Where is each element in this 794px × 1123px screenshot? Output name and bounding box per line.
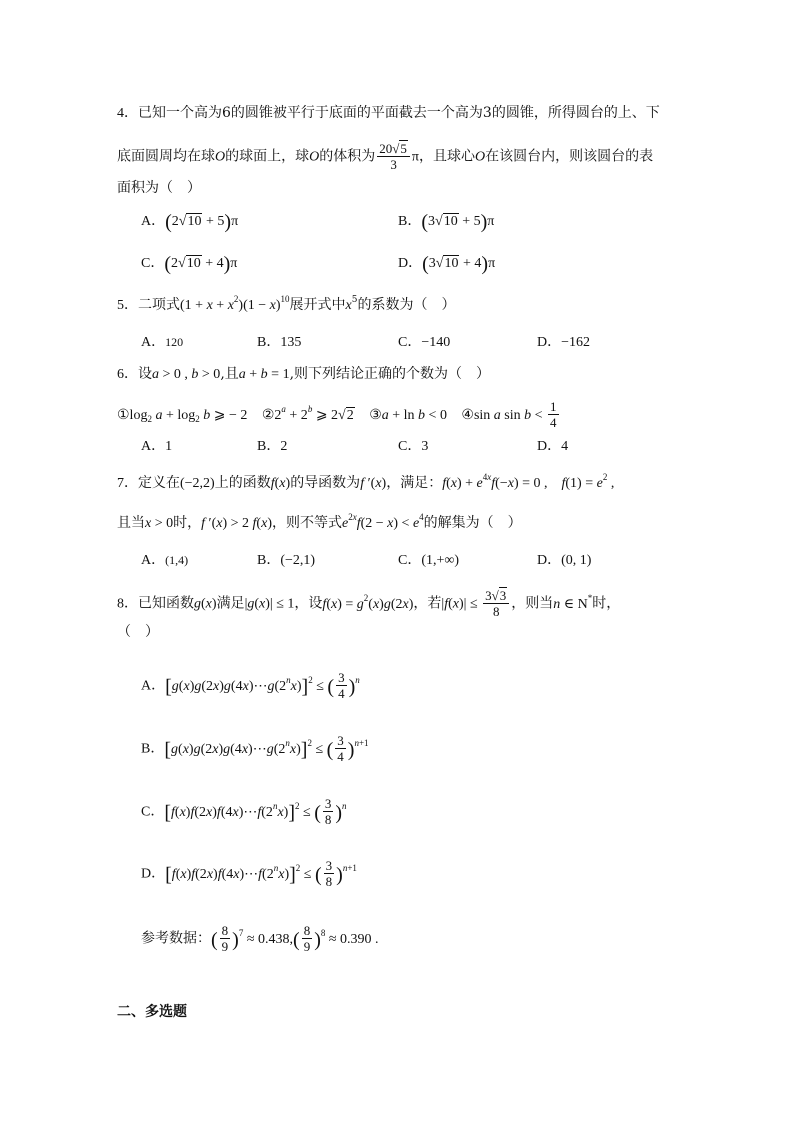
q4-option-b[interactable]: B．(3√10 + 5)π <box>398 210 495 233</box>
q4-text-d: ，且球心 <box>418 148 475 165</box>
q5-option-c[interactable]: C．−140 <box>398 335 451 350</box>
q5-option-d[interactable]: D．−162 <box>537 335 591 350</box>
q4-text-e: 在该圆台内，则该圆台的表 <box>485 148 654 165</box>
q6-statements: $①\log_2$ $a + \log_2 b$ ⩾ − 2 $②2^a + 2^b$ ⩾ 2√2 ③a + ln b < 0 ④sin a sin b < $\frac{1}{4}$ <box>117 399 557 430</box>
q7-option-d[interactable]: D．(0, 1) <box>537 553 592 568</box>
q7-option-c[interactable]: C．(1,+∞) <box>398 553 460 568</box>
q4-number: 4． <box>117 106 138 121</box>
q4-text-b: 的球面上，球 <box>225 148 310 165</box>
q6-option-b[interactable]: B．2 <box>257 439 288 454</box>
q8-line1: 8．已知函数g(x)满足|g(x)| ≤ 1，设$f(x) = g^2(x)g(2x)$，若|f(x)| ≤ $\frac{3√3}{8}$ ，则当n ∈ N*时， <box>117 588 621 619</box>
q4-text: 已知一个高为6的圆锥被平行于底面的平面截去一个高为3的圆锥，所得圆台的上、下 <box>138 105 660 121</box>
q7-number: 7． <box>117 476 138 491</box>
q7-option-b[interactable]: B．(−2,1) <box>257 553 316 568</box>
q5-line: 5．二项式$(1 + x + x^2)(1 - x)^{10}$展开式中$x^5$的系数为（ ） <box>117 294 456 313</box>
q7-option-a[interactable]: A．(1,4) <box>141 553 189 568</box>
q4-text-c: 的体积为 <box>319 148 376 165</box>
q7-line1: 7．定义在(−2,2)上的函数f(x)的导函数为f ′(x)，满足：$f(x) + e^{4x}f(-x) = 0$ , $f(1) = e^2$ , <box>117 472 615 491</box>
q6-number: 6． <box>117 367 138 382</box>
q6-option-a[interactable]: A．1 <box>141 439 173 454</box>
q5-number: 5． <box>117 298 138 313</box>
q8-reference-data: 参考数据：( $\frac{8}{9}$ )$^7$ ≈ 0.438,( $\frac{8}{9}$ )$^8$ ≈ 0.390 . <box>141 923 379 954</box>
q4-line1 <box>117 104 660 123</box>
q6-option-d[interactable]: D．4 <box>537 439 569 454</box>
q4-volume-fraction: $\frac{20√5}{3}$ <box>377 141 410 172</box>
section-heading-multiple-choice: 二、多选题 <box>117 1004 187 1020</box>
q4-option-a[interactable]: A．(2√10 + 5)π <box>141 210 239 233</box>
q4-text-f: 面积为（ ） <box>117 180 201 196</box>
q4-option-c[interactable]: C．(2√10 + 4)π <box>141 252 238 275</box>
q4-text-a: 底面圆周均在球 <box>117 148 215 165</box>
q5-option-b[interactable]: B．135 <box>257 335 302 350</box>
q5-option-a[interactable]: A．120 <box>141 335 184 350</box>
q8-line2: （ ） <box>117 624 159 640</box>
q8-option-c[interactable]: C．$[f(x)f(2x)f(4x)\cdots f(2^nx)]^2$ ≤ ( $\frac{3}{8}$ )$^n$ <box>141 796 347 827</box>
q4-line3 <box>117 179 201 197</box>
q4-line2: 底面圆周均在球O的球面上，球O的体积为 $\frac{20√5}{3}$ π，且球心O在该圆台内，则该圆台的表 <box>117 141 654 172</box>
q6-option-c[interactable]: C．3 <box>398 439 429 454</box>
q6-line: 6．设a > 0 , b > 0,且a + b = 1,则下列结论正确的个数为（ ） <box>117 366 491 382</box>
q8-option-a[interactable]: A．$[g(x)g(2x)g(4x)\cdots g(2^nx)]^2$ ≤ ( $\frac{3}{4}$ )$^n$ <box>141 670 360 701</box>
q8-option-b[interactable]: B．$[g(x)g(2x)g(4x)\cdots g(2^nx)]^2$ ≤ ( $\frac{3}{4}$ )$^{n+1}$ <box>141 733 369 764</box>
q7-line2: 且当x > 0时，f ′(x) > 2 f(x)，则不等式$e^{2x}f(2 - x) < e^4$的解集为（ ） <box>117 512 522 531</box>
q8-number: 8． <box>117 596 138 612</box>
q4-option-d[interactable]: D．(3√10 + 4)π <box>398 252 496 275</box>
q8-option-d[interactable]: D．$[f(x)f(2x)f(4x)\cdots f(2^nx)]^2$ ≤ ( $\frac{3}{8}$ )$^{n+1}$ <box>141 858 357 889</box>
